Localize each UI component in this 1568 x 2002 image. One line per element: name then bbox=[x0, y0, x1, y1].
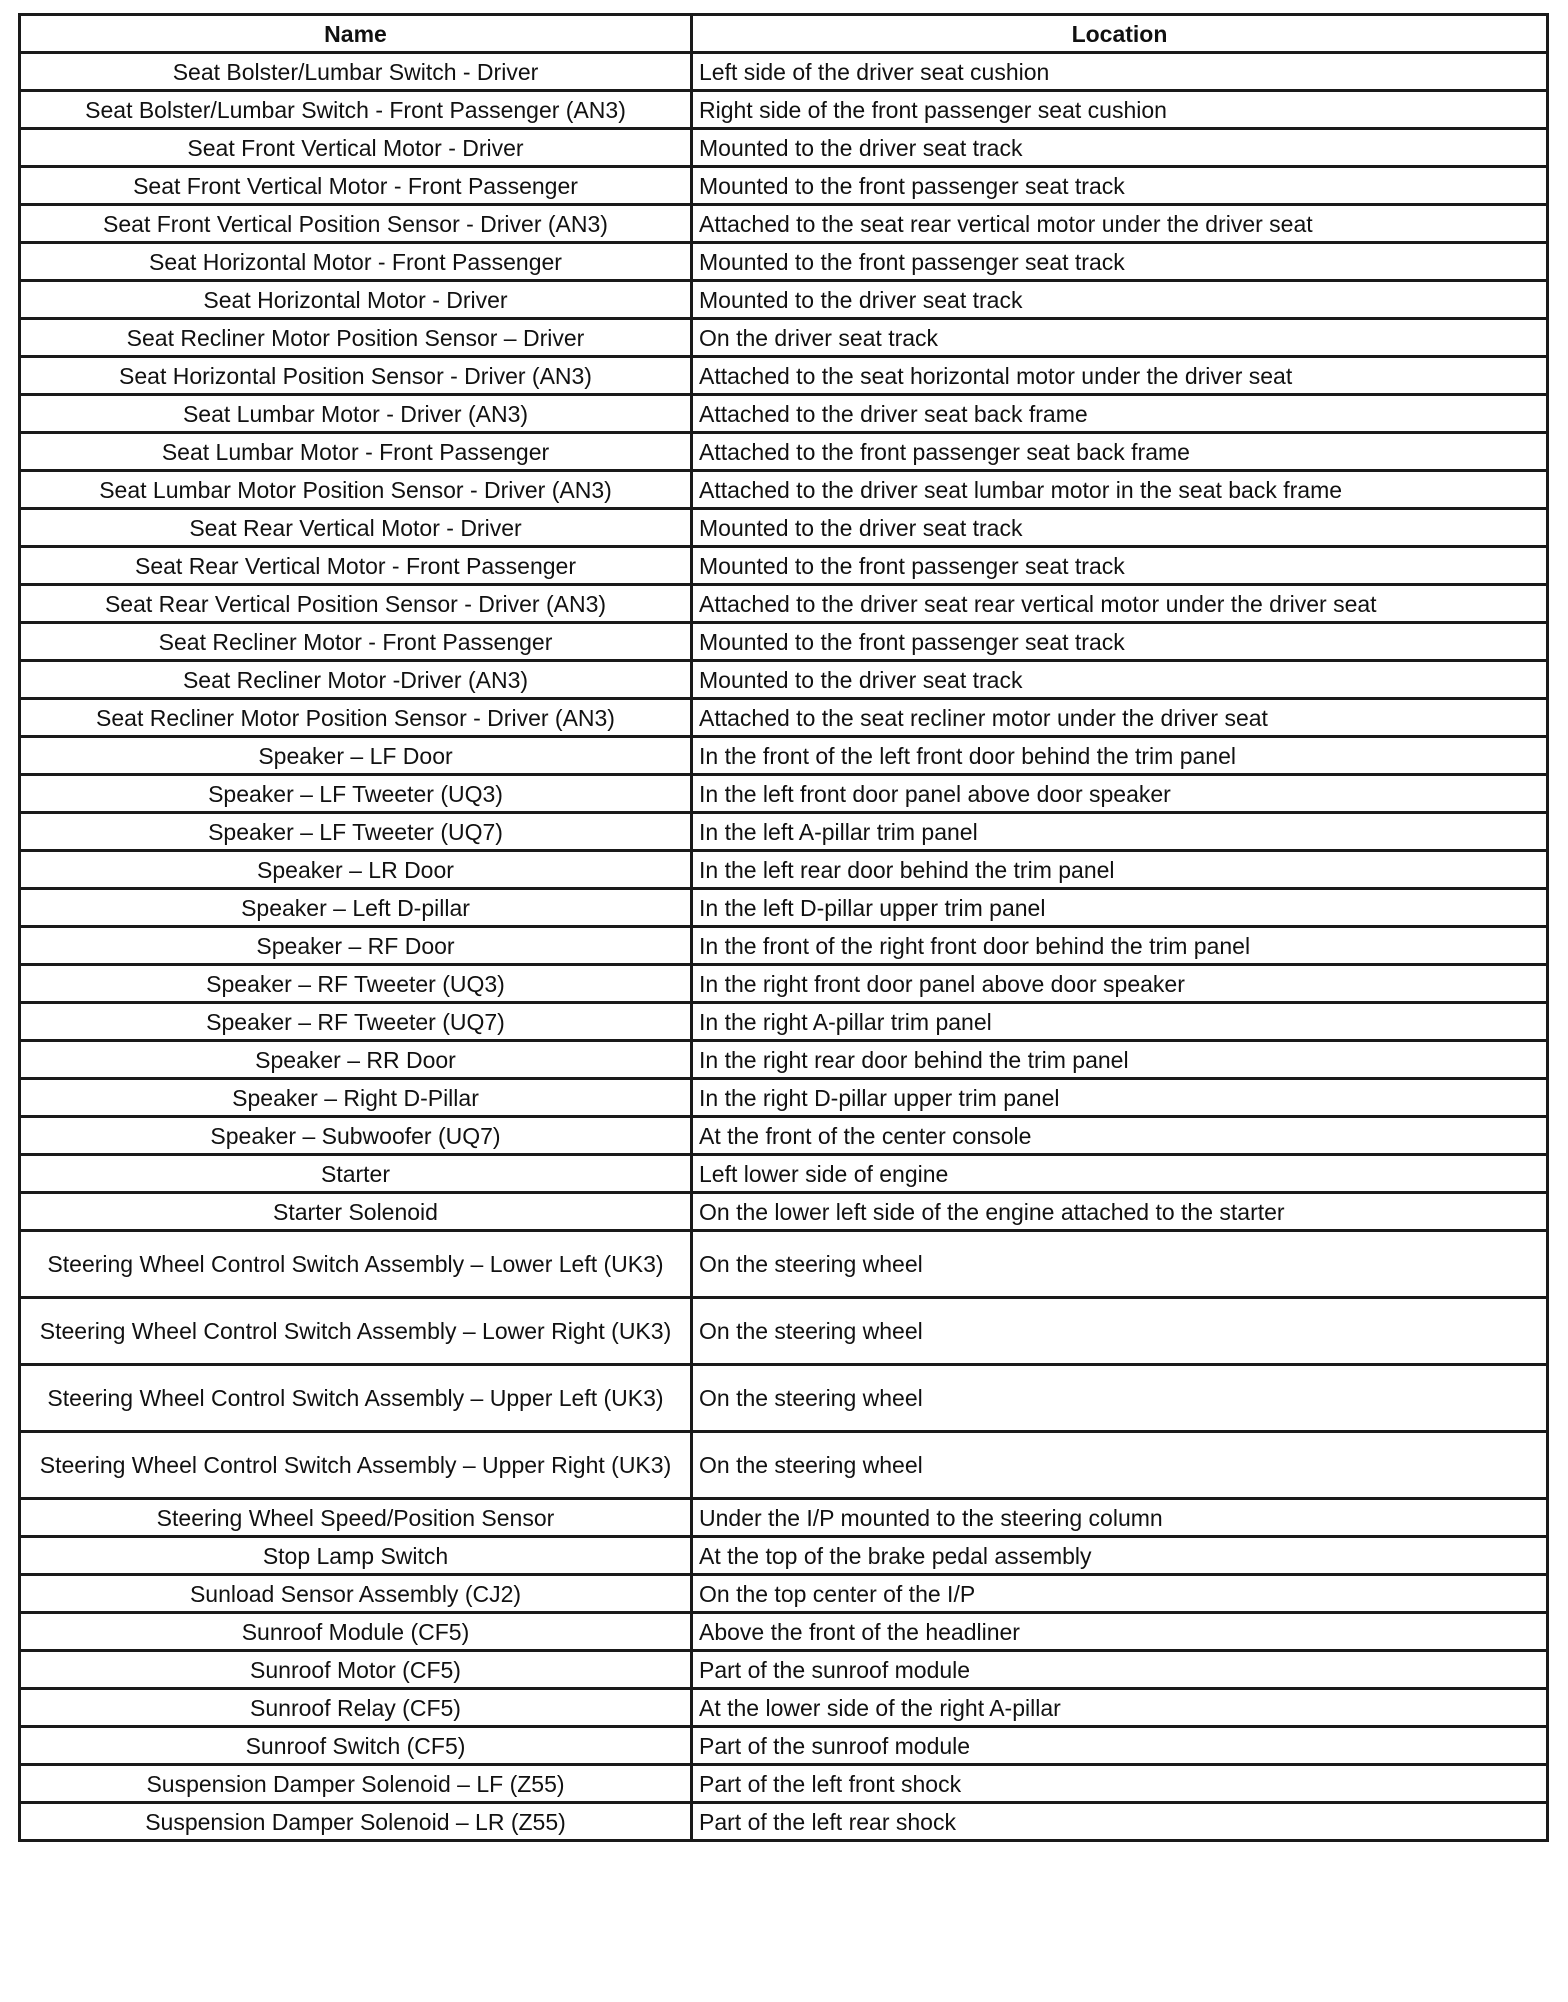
component-location-cell: At the lower side of the right A-pillar bbox=[692, 1689, 1548, 1727]
component-location-cell: Above the front of the headliner bbox=[692, 1613, 1548, 1651]
component-location-cell: Mounted to the front passenger seat track bbox=[692, 243, 1548, 281]
component-name-cell: Seat Bolster/Lumbar Switch - Front Passenger (AN3) bbox=[20, 91, 692, 129]
table-row bbox=[20, 243, 1548, 281]
component-name-cell: Seat Recliner Motor Position Sensor - Driver (AN3) bbox=[20, 699, 692, 737]
table-row bbox=[20, 1432, 1548, 1499]
table-row bbox=[20, 1689, 1548, 1727]
component-location-cell: In the right A-pillar trim panel bbox=[692, 1003, 1548, 1041]
table-row bbox=[20, 433, 1548, 471]
component-name-cell: Speaker – RR Door bbox=[20, 1041, 692, 1079]
component-location-cell: On the top center of the I/P bbox=[692, 1575, 1548, 1613]
component-location-cell: Right side of the front passenger seat cushion bbox=[692, 91, 1548, 129]
component-name-cell: Seat Lumbar Motor - Front Passenger bbox=[20, 433, 692, 471]
component-name-cell: Steering Wheel Control Switch Assembly – Upper Right (UK3) bbox=[20, 1432, 692, 1499]
table-row bbox=[20, 205, 1548, 243]
component-location-cell: Mounted to the front passenger seat track bbox=[692, 623, 1548, 661]
location-column-header: Location bbox=[692, 15, 1548, 53]
component-name-cell: Speaker – LF Tweeter (UQ3) bbox=[20, 775, 692, 813]
table-row bbox=[20, 1003, 1548, 1041]
component-location-cell: In the front of the left front door behind the trim panel bbox=[692, 737, 1548, 775]
table-row bbox=[20, 129, 1548, 167]
component-location-cell: On the steering wheel bbox=[692, 1365, 1548, 1432]
component-name-cell: Seat Horizontal Motor - Front Passenger bbox=[20, 243, 692, 281]
component-location-cell: Attached to the seat recliner motor under the driver seat bbox=[692, 699, 1548, 737]
component-location-cell: Attached to the driver seat lumbar motor in the seat back frame bbox=[692, 471, 1548, 509]
component-location-cell: Left side of the driver seat cushion bbox=[692, 53, 1548, 91]
component-location-table bbox=[18, 13, 1549, 1842]
component-name-cell: Starter bbox=[20, 1155, 692, 1193]
component-name-cell: Seat Recliner Motor Position Sensor – Driver bbox=[20, 319, 692, 357]
table-row bbox=[20, 737, 1548, 775]
component-name-cell: Sunroof Module (CF5) bbox=[20, 1613, 692, 1651]
component-location-cell: In the right front door panel above door speaker bbox=[692, 965, 1548, 1003]
component-location-cell: At the front of the center console bbox=[692, 1117, 1548, 1155]
component-name-cell: Sunroof Motor (CF5) bbox=[20, 1651, 692, 1689]
component-location-cell: On the steering wheel bbox=[692, 1231, 1548, 1298]
component-location-cell: Attached to the seat rear vertical motor under the driver seat bbox=[692, 205, 1548, 243]
component-name-cell: Seat Rear Vertical Position Sensor - Driver (AN3) bbox=[20, 585, 692, 623]
table-row bbox=[20, 1231, 1548, 1298]
table-row bbox=[20, 1803, 1548, 1841]
table-header-row bbox=[20, 15, 1548, 53]
table-row bbox=[20, 851, 1548, 889]
component-location-cell: In the left rear door behind the trim panel bbox=[692, 851, 1548, 889]
component-name-cell: Stop Lamp Switch bbox=[20, 1537, 692, 1575]
component-name-cell: Steering Wheel Control Switch Assembly – Lower Right (UK3) bbox=[20, 1298, 692, 1365]
component-name-cell: Suspension Damper Solenoid – LF (Z55) bbox=[20, 1765, 692, 1803]
component-name-cell: Speaker – LF Tweeter (UQ7) bbox=[20, 813, 692, 851]
name-column-header: Name bbox=[20, 15, 692, 53]
table-row bbox=[20, 91, 1548, 129]
component-name-cell: Seat Lumbar Motor - Driver (AN3) bbox=[20, 395, 692, 433]
table-row bbox=[20, 53, 1548, 91]
table-row bbox=[20, 585, 1548, 623]
table-row bbox=[20, 167, 1548, 205]
component-name-cell: Seat Bolster/Lumbar Switch - Driver bbox=[20, 53, 692, 91]
component-location-cell: Attached to the driver seat rear vertical motor under the driver seat bbox=[692, 585, 1548, 623]
component-name-cell: Sunload Sensor Assembly (CJ2) bbox=[20, 1575, 692, 1613]
table-row bbox=[20, 1613, 1548, 1651]
component-name-cell: Steering Wheel Speed/Position Sensor bbox=[20, 1499, 692, 1537]
component-location-table-container bbox=[18, 13, 1546, 1842]
component-name-cell: Suspension Damper Solenoid – LR (Z55) bbox=[20, 1803, 692, 1841]
component-location-cell: Mounted to the driver seat track bbox=[692, 661, 1548, 699]
component-location-cell: Attached to the seat horizontal motor under the driver seat bbox=[692, 357, 1548, 395]
table-row bbox=[20, 927, 1548, 965]
component-location-cell: Part of the left rear shock bbox=[692, 1803, 1548, 1841]
component-location-cell: Part of the left front shock bbox=[692, 1765, 1548, 1803]
component-location-cell: In the right rear door behind the trim panel bbox=[692, 1041, 1548, 1079]
component-location-cell: Mounted to the driver seat track bbox=[692, 281, 1548, 319]
table-row bbox=[20, 1041, 1548, 1079]
component-location-cell: Mounted to the driver seat track bbox=[692, 129, 1548, 167]
component-name-cell: Seat Horizontal Position Sensor - Driver (AN3) bbox=[20, 357, 692, 395]
component-name-cell: Sunroof Relay (CF5) bbox=[20, 1689, 692, 1727]
table-row bbox=[20, 623, 1548, 661]
component-name-cell: Speaker – Subwoofer (UQ7) bbox=[20, 1117, 692, 1155]
component-location-cell: Part of the sunroof module bbox=[692, 1727, 1548, 1765]
table-row bbox=[20, 1155, 1548, 1193]
component-name-cell: Speaker – Right D-Pillar bbox=[20, 1079, 692, 1117]
table-row bbox=[20, 1575, 1548, 1613]
component-name-cell: Speaker – RF Tweeter (UQ3) bbox=[20, 965, 692, 1003]
component-name-cell: Speaker – LR Door bbox=[20, 851, 692, 889]
component-location-cell: In the left A-pillar trim panel bbox=[692, 813, 1548, 851]
component-location-cell: Under the I/P mounted to the steering column bbox=[692, 1499, 1548, 1537]
table-row bbox=[20, 357, 1548, 395]
component-name-cell: Seat Front Vertical Position Sensor - Driver (AN3) bbox=[20, 205, 692, 243]
table-row bbox=[20, 889, 1548, 927]
component-location-cell: Mounted to the front passenger seat track bbox=[692, 167, 1548, 205]
table-row bbox=[20, 547, 1548, 585]
component-name-cell: Seat Front Vertical Motor - Driver bbox=[20, 129, 692, 167]
table-row bbox=[20, 1537, 1548, 1575]
component-location-cell: Mounted to the front passenger seat track bbox=[692, 547, 1548, 585]
component-location-cell: Part of the sunroof module bbox=[692, 1651, 1548, 1689]
component-location-cell: Left lower side of engine bbox=[692, 1155, 1548, 1193]
table-body bbox=[20, 53, 1548, 1841]
table-row bbox=[20, 699, 1548, 737]
table-row bbox=[20, 471, 1548, 509]
component-location-cell: On the driver seat track bbox=[692, 319, 1548, 357]
component-location-cell: At the top of the brake pedal assembly bbox=[692, 1537, 1548, 1575]
table-row bbox=[20, 965, 1548, 1003]
table-row bbox=[20, 775, 1548, 813]
component-location-cell: In the left D-pillar upper trim panel bbox=[692, 889, 1548, 927]
component-location-cell: In the left front door panel above door speaker bbox=[692, 775, 1548, 813]
table-row bbox=[20, 1298, 1548, 1365]
table-row bbox=[20, 395, 1548, 433]
component-location-cell: Attached to the driver seat back frame bbox=[692, 395, 1548, 433]
component-name-cell: Seat Recliner Motor -Driver (AN3) bbox=[20, 661, 692, 699]
table-row bbox=[20, 1499, 1548, 1537]
component-location-cell: Attached to the front passenger seat back frame bbox=[692, 433, 1548, 471]
component-location-cell: On the steering wheel bbox=[692, 1432, 1548, 1499]
table-row bbox=[20, 1079, 1548, 1117]
table-row bbox=[20, 661, 1548, 699]
component-location-cell: Mounted to the driver seat track bbox=[692, 509, 1548, 547]
component-location-cell: On the lower left side of the engine attached to the starter bbox=[692, 1193, 1548, 1231]
component-name-cell: Seat Recliner Motor - Front Passenger bbox=[20, 623, 692, 661]
component-location-cell: In the right D-pillar upper trim panel bbox=[692, 1079, 1548, 1117]
component-location-cell: On the steering wheel bbox=[692, 1298, 1548, 1365]
component-name-cell: Sunroof Switch (CF5) bbox=[20, 1727, 692, 1765]
component-name-cell: Speaker – Left D-pillar bbox=[20, 889, 692, 927]
table-row bbox=[20, 1365, 1548, 1432]
table-row bbox=[20, 813, 1548, 851]
table-row bbox=[20, 509, 1548, 547]
component-name-cell: Steering Wheel Control Switch Assembly – Lower Left (UK3) bbox=[20, 1231, 692, 1298]
component-name-cell: Steering Wheel Control Switch Assembly – Upper Left (UK3) bbox=[20, 1365, 692, 1432]
table-row bbox=[20, 1727, 1548, 1765]
component-name-cell: Seat Rear Vertical Motor - Driver bbox=[20, 509, 692, 547]
component-name-cell: Seat Horizontal Motor - Driver bbox=[20, 281, 692, 319]
component-name-cell: Seat Rear Vertical Motor - Front Passenger bbox=[20, 547, 692, 585]
table-row bbox=[20, 281, 1548, 319]
component-name-cell: Speaker – LF Door bbox=[20, 737, 692, 775]
table-row bbox=[20, 319, 1548, 357]
component-location-cell: In the front of the right front door behind the trim panel bbox=[692, 927, 1548, 965]
table-row bbox=[20, 1765, 1548, 1803]
table-row bbox=[20, 1651, 1548, 1689]
component-name-cell: Seat Front Vertical Motor - Front Passenger bbox=[20, 167, 692, 205]
component-name-cell: Speaker – RF Door bbox=[20, 927, 692, 965]
component-name-cell: Starter Solenoid bbox=[20, 1193, 692, 1231]
component-name-cell: Seat Lumbar Motor Position Sensor - Driver (AN3) bbox=[20, 471, 692, 509]
table-row bbox=[20, 1193, 1548, 1231]
component-name-cell: Speaker – RF Tweeter (UQ7) bbox=[20, 1003, 692, 1041]
table-row bbox=[20, 1117, 1548, 1155]
